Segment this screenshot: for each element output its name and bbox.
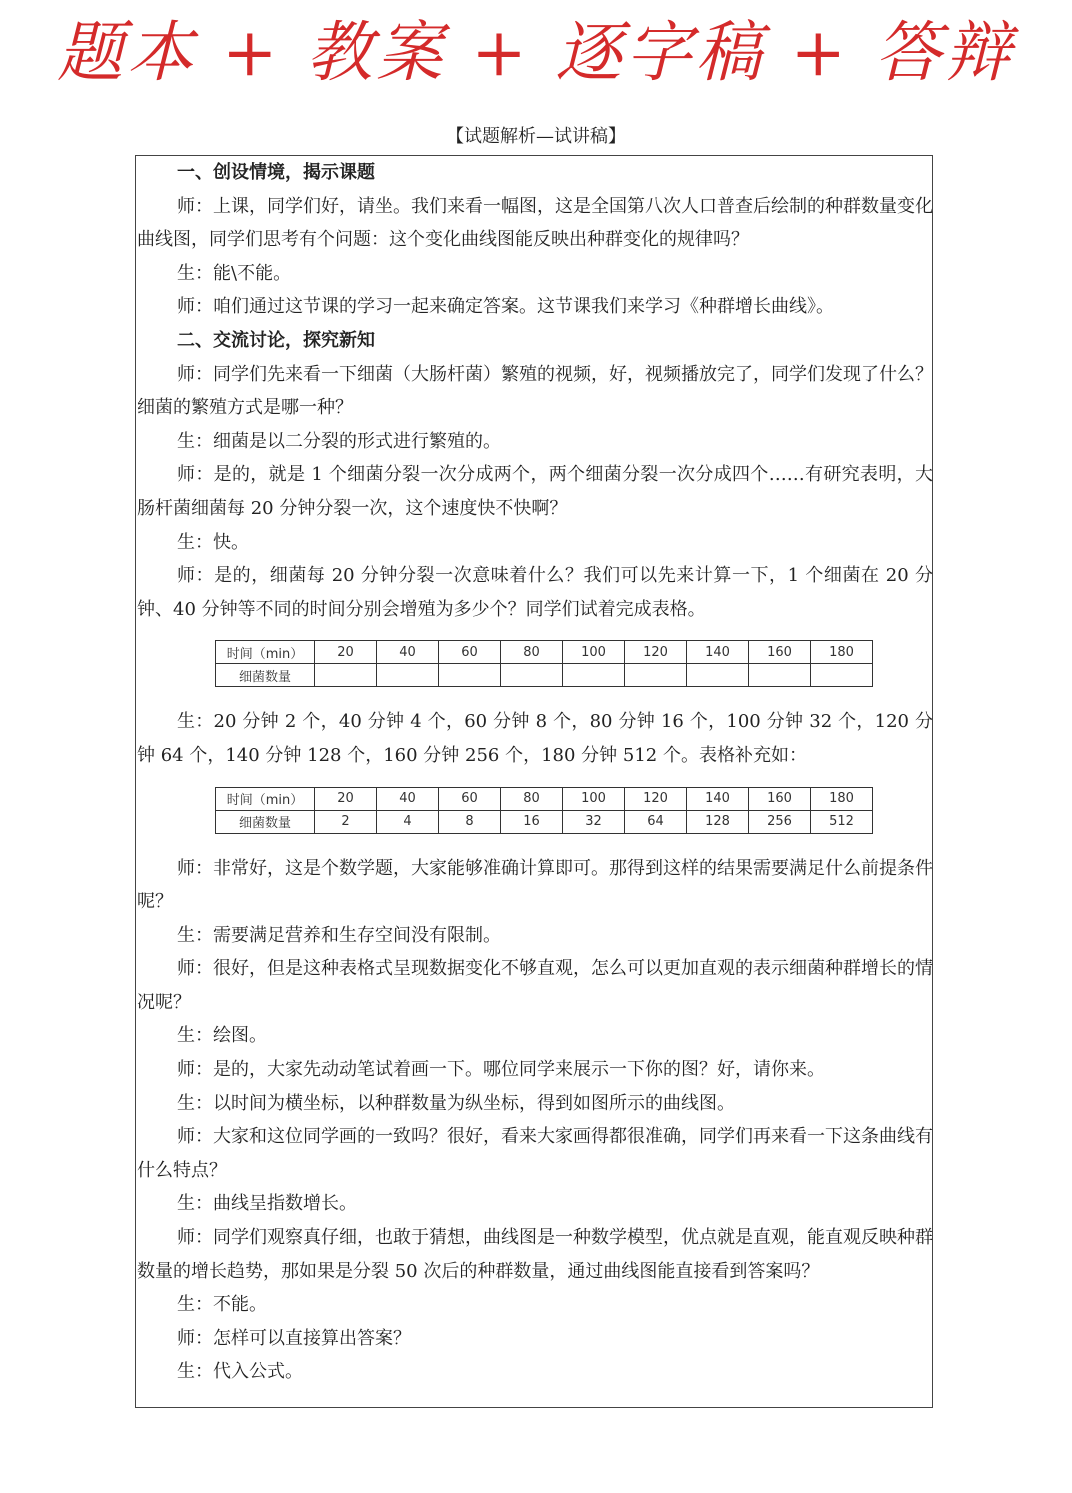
- dialogue-paragraph: 生：需要满足营养和生存空间没有限制。: [177, 924, 501, 946]
- dialogue-paragraph: 生：绘图。: [177, 1025, 267, 1047]
- table-cell-label: 细菌数量: [216, 810, 315, 833]
- dialogue-paragraph: 师：怎样可以直接算出答案？: [177, 1327, 411, 1349]
- paragraph-group-b: [137, 705, 933, 772]
- dialogue-paragraph: 师：是的，细菌每 20 分钟分裂一次意味着什么？我们可以先来计算一下，1 个细菌在 20 分钟、40 分钟等不同的时间分别会增殖为多少个？同学们试着完成表格。: [137, 565, 933, 620]
- table-cell: 120: [625, 787, 687, 810]
- table-cell-label: 细菌数量: [216, 664, 315, 687]
- table-cell: 100: [563, 641, 625, 664]
- dialogue-paragraph: 师：是的，大家先动动笔试着画一下。哪位同学来展示一下你的图？好，请你来。: [177, 1059, 825, 1081]
- table-row-time: [216, 641, 873, 664]
- table-cell: 20: [315, 787, 377, 810]
- table-cell: 140: [687, 641, 749, 664]
- table-cell: 2: [315, 810, 377, 833]
- table-cell: 64: [625, 810, 687, 833]
- table-cell: [563, 664, 625, 687]
- table-cell: 60: [439, 787, 501, 810]
- table-cell: [749, 664, 811, 687]
- table-cell: 512: [811, 810, 873, 833]
- table-cell: 140: [687, 787, 749, 810]
- table-cell: 32: [563, 810, 625, 833]
- section-heading: 一、创设情境，揭示课题: [177, 162, 375, 183]
- table-cell: 160: [749, 787, 811, 810]
- table-cell: 256: [749, 810, 811, 833]
- table-cell: 80: [501, 641, 563, 664]
- table-cell: 160: [749, 641, 811, 664]
- dialogue-paragraph: 师：同学们观察真仔细，也敢于猜想，曲线图是一种数学模型，优点就是直观，能直观反映种群数量的增长趋势，那如果是分裂 50 次后的种群数量，通过曲线图能直接看到答案吗？: [137, 1227, 933, 1282]
- dialogue-paragraph: 生：能\不能。: [177, 262, 292, 284]
- paragraph-group-a: [137, 156, 933, 626]
- table-cell: 180: [811, 641, 873, 664]
- table-cell: [377, 664, 439, 687]
- table-cell: [625, 664, 687, 687]
- bacteria-table-filled: [215, 787, 873, 834]
- table-cell: 40: [377, 787, 439, 810]
- table-row-count: [216, 810, 873, 833]
- dialogue-paragraph: 师：上课，同学们好，请坐。我们来看一幅图，这是全国第八次人口普查后绘制的种群数量变化曲线图，同学们思考有个问题：这个变化曲线图能反映出种群变化的规律吗？: [137, 195, 933, 251]
- table-cell: 16: [501, 810, 563, 833]
- dialogue-paragraph: 生：以时间为横坐标，以种群数量为纵坐标，得到如图所示的曲线图。: [177, 1092, 735, 1114]
- dialogue-paragraph: 生：不能。: [177, 1294, 267, 1316]
- dialogue-paragraph: 师：非常好，这是个数学题，大家能够准确计算即可。那得到这样的结果需要满足什么前提条件呢？: [137, 857, 933, 913]
- table-cell: [501, 664, 563, 687]
- dialogue-paragraph: 师：是的，就是 1 个细菌分裂一次分成两个，两个细菌分裂一次分成四个……有研究表明，大肠杆菌细菌每 20 分钟分裂一次，这个速度快不快啊？: [137, 464, 933, 519]
- table-cell: 4: [377, 810, 439, 833]
- table-row-time: [216, 787, 873, 810]
- table-cell-label: 时间（min）: [216, 641, 315, 664]
- table-cell: 20: [315, 641, 377, 664]
- table-cell: [315, 664, 377, 687]
- table-cell: 180: [811, 787, 873, 810]
- dialogue-paragraph: 生：快。: [177, 531, 249, 553]
- table-cell: 80: [501, 787, 563, 810]
- dialogue-paragraph: 生：20 分钟 2 个，40 分钟 4 个，60 分钟 8 个，80 分钟 16 个，100 分钟 32 个，120 分钟 64 个，140 分钟 128 个，160 分钟 256 个，180 分钟 512 个。表格补充如：: [137, 711, 933, 766]
- dialogue-paragraph: 师：大家和这位同学画的一致吗？很好，看来大家画得都很准确，同学们再来看一下这条曲线有什么特点？: [137, 1126, 933, 1181]
- table-cell: 120: [625, 641, 687, 664]
- lesson-script: [137, 156, 933, 1389]
- table-cell: 100: [563, 787, 625, 810]
- table-cell: 8: [439, 810, 501, 833]
- table-cell-label: 时间（min）: [216, 787, 315, 810]
- bacteria-table-empty: [215, 640, 873, 687]
- table-cell: [439, 664, 501, 687]
- table-cell: [687, 664, 749, 687]
- table-cell: [811, 664, 873, 687]
- dialogue-paragraph: 生：代入公式。: [177, 1361, 303, 1383]
- section-heading: 二、交流讨论，探究新知: [177, 329, 375, 351]
- table-cell: 128: [687, 810, 749, 833]
- dialogue-paragraph: 生：细菌是以二分裂的形式进行繁殖的。: [177, 430, 501, 452]
- table-row-count: [216, 664, 873, 687]
- dialogue-paragraph: 师：很好，但是这种表格式呈现数据变化不够直观，怎么可以更加直观的表示细菌种群增长的情况呢？: [137, 958, 933, 1013]
- dialogue-paragraph: 师：同学们先来看一下细菌（大肠杆菌）繁殖的视频，好，视频播放完了，同学们发现了什么？细菌的繁殖方式是哪一种？: [137, 363, 933, 419]
- paragraph-group-c: [137, 852, 933, 1390]
- dialogue-paragraph: 师：咱们通过这节课的学习一起来确定答案。这节课我们来学习《种群增长曲线》。: [177, 296, 834, 318]
- section-title: 【试题解析—试讲稿】: [446, 126, 626, 147]
- dialogue-paragraph: 生：曲线呈指数增长。: [177, 1193, 357, 1215]
- table-cell: 40: [377, 641, 439, 664]
- banner-title: 题本 + 教案 + 逐字稿 + 答辩: [57, 14, 1015, 91]
- table-cell: 60: [439, 641, 501, 664]
